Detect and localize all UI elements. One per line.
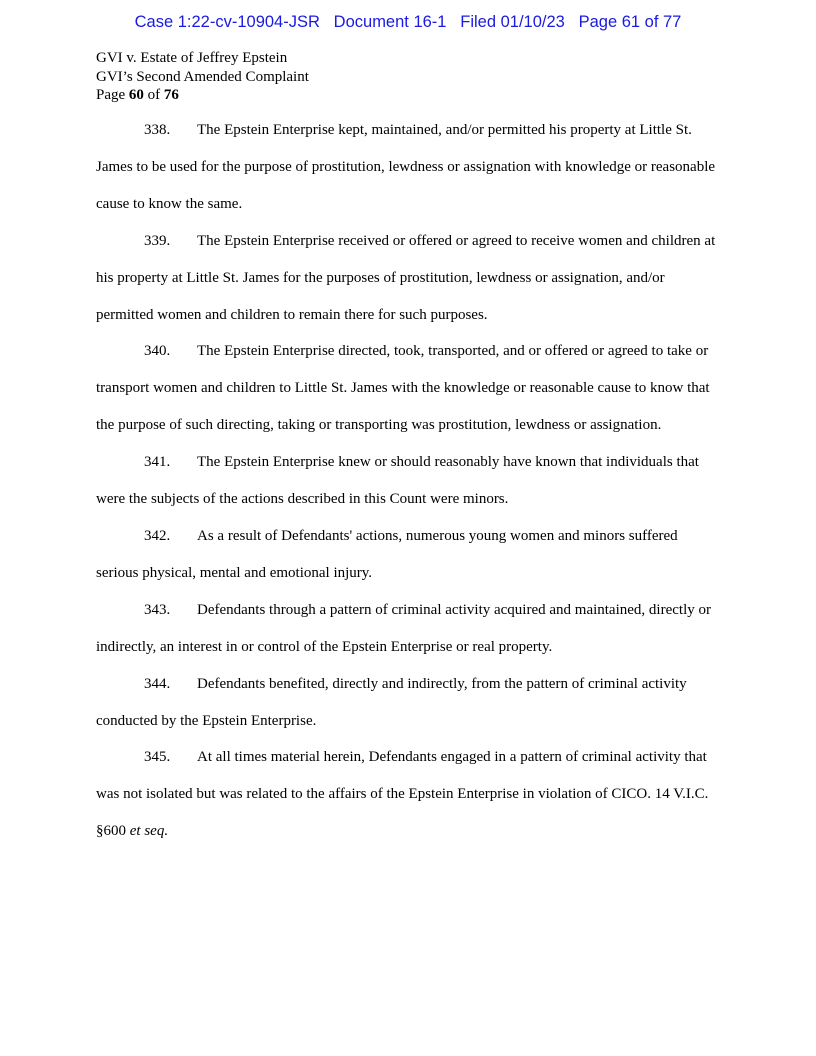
paragraph-340 bbox=[96, 333, 720, 444]
paragraph-text: Defendants benefited, directly and indirectly, from the pattern of criminal activity conducted by the Epstein Enterprise. bbox=[96, 675, 687, 729]
paragraph-339 bbox=[96, 223, 720, 334]
document-number: Document 16-1 bbox=[333, 13, 447, 31]
caption-case-title: GVI v. Estate of Jeffrey Epstein bbox=[96, 50, 288, 66]
paragraph-number: 344. bbox=[144, 675, 171, 692]
paragraph-text: The Epstein Enterprise directed, took, transported, and or offered or agreed to take or transport women and children to Little St. James with the knowledge or reasonable cause to know that the purpose of such directing, taking or transporting was prostitution, lewdness or assignation. bbox=[96, 343, 710, 434]
stamp-page-count: Page 61 of 77 bbox=[578, 13, 682, 31]
complaint-body bbox=[96, 112, 720, 850]
paragraph-number: 339. bbox=[144, 232, 171, 249]
document-caption bbox=[96, 49, 309, 105]
court-filing-stamp bbox=[0, 13, 816, 32]
paragraph-text: The Epstein Enterprise received or offered or agreed to receive women and children at his property at Little St. James for the purposes of prostitution, lewdness or assignation, and/or permitted women and children to remain there for such purposes. bbox=[96, 232, 716, 323]
paragraph-text: The Epstein Enterprise knew or should reasonably have known that individuals that were the subjects of the actions described in this Count were minors. bbox=[96, 454, 699, 508]
paragraph-number: 345. bbox=[144, 749, 171, 766]
paragraph-number: 343. bbox=[144, 601, 171, 618]
paragraph-341 bbox=[96, 444, 720, 518]
total-pages: 76 bbox=[163, 87, 179, 103]
paragraph-338 bbox=[96, 112, 720, 223]
paragraph-344 bbox=[96, 666, 720, 740]
paragraph-342 bbox=[96, 518, 720, 592]
current-page: 60 bbox=[128, 87, 144, 103]
paragraph-text: Defendants through a pattern of criminal activity acquired and maintained, directly or indirectly, an interest in or control of the Epstein Enterprise or real property. bbox=[96, 601, 711, 655]
caption-document-title: GVI’s Second Amended Complaint bbox=[96, 68, 309, 85]
caption-page-number: Page 60 of 76 bbox=[96, 87, 179, 103]
paragraph-text: The Epstein Enterprise kept, maintained, and/or permitted his property at Little St. James to be used for the purpose of prostitution, lewdness or assignation with knowledge or reasonable cause to know the same. bbox=[96, 122, 716, 212]
paragraph-text: At all times material herein, Defendants engaged in a pattern of criminal activity that was not isolated but was related to the affairs of the Epstein Enterprise in violation of CICO. 14 V.I.C. §600 bbox=[96, 749, 709, 840]
paragraph-text: As a result of Defendants' actions, numerous young women and minors suffered serious physical, mental and emotional injury. bbox=[96, 527, 678, 581]
paragraph-number: 340. bbox=[144, 343, 171, 360]
paragraph-343 bbox=[96, 592, 720, 666]
paragraph-number: 342. bbox=[144, 527, 171, 544]
case-number: Case 1:22-cv-10904-JSR bbox=[134, 13, 320, 31]
paragraph-number: 338. bbox=[144, 122, 171, 138]
paragraph-number: 341. bbox=[144, 454, 171, 471]
filed-date: Filed 01/10/23 bbox=[460, 13, 565, 31]
paragraph-345 bbox=[96, 739, 720, 850]
citation-italic: et seq. bbox=[129, 823, 169, 840]
